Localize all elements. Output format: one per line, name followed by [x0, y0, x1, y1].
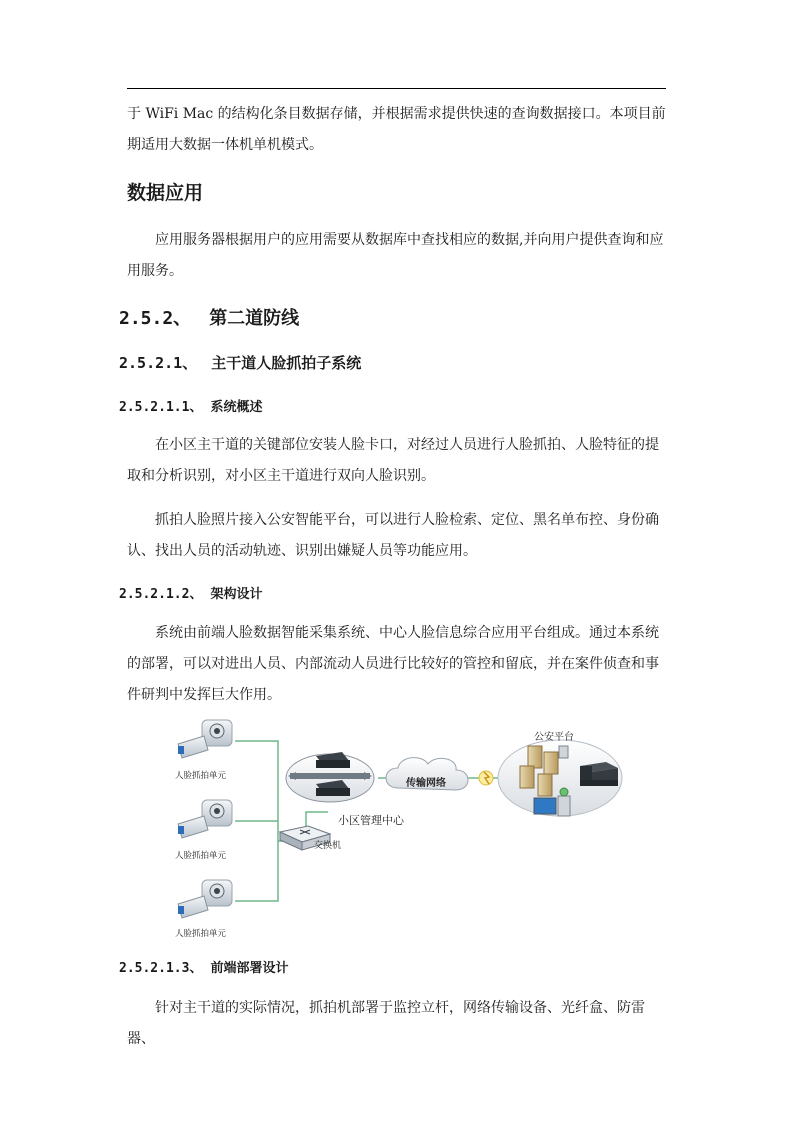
- paragraph-front-end: 针对主干道的实际情况，抓拍机部署于监控立杆，网络传输设备、光纤盒、防雷器、: [127, 1000, 645, 1047]
- header-rule: [127, 88, 666, 89]
- heading-2-5-2: [119, 304, 299, 330]
- link-camera-3: [235, 841, 278, 901]
- paragraph-architecture: 系统由前端人脸数据智能采集系统、中心人脸信息综合应用平台组成。通过本系统的部署，可以对进出人员、内部流动人员进行比较好的管控和留底，并在案件侦查和事件研判中发挥巨大作用。: [127, 625, 659, 703]
- lightning-icon: [479, 771, 493, 785]
- management-center-icon: [286, 752, 374, 802]
- management-center-label: 小区管理中心: [338, 814, 404, 827]
- heading-2-5-2-1-3: [119, 957, 288, 976]
- storage-device-icon: [580, 762, 618, 786]
- paragraph-overview-1: 在小区主干道的关键部位安装人脸卡口，对经过人员进行人脸抓拍、人脸特征的提取和分析识别，对小区主干道进行双向人脸识别。: [127, 437, 659, 484]
- switch-label: 交换机: [314, 841, 342, 851]
- heading-title: 前端部署设计: [210, 961, 289, 976]
- heading-title: 架构设计: [210, 587, 263, 602]
- camera-icon-3: [178, 880, 232, 918]
- camera-label-1: 人脸抓拍单元: [175, 771, 227, 781]
- paragraph-intro: 于 WiFi Mac 的结构化条目数据存储，并根据需求提供快速的查询数据接口。本项目前期适用大数据一体机单机模式。: [127, 106, 666, 153]
- heading-title: 第二道防线: [209, 308, 300, 329]
- heading-2-5-2-1-2: [119, 583, 262, 602]
- platform-label: 公安平台: [534, 732, 574, 743]
- heading-2-5-2-1-1: [119, 396, 262, 415]
- heading-number: 2.5.2.1.3、: [119, 961, 203, 976]
- heading-2-5-2-1: [119, 352, 361, 373]
- link-camera-1: [235, 741, 290, 841]
- heading-number: 2.5.2.1、: [119, 354, 198, 372]
- heading-title: 系统概述: [210, 400, 263, 415]
- architecture-diagram: [160, 716, 630, 942]
- paragraph-data-application: 应用服务器根据用户的应用需要从数据库中查找相应的数据,并向用户提供查询和应用服务。: [127, 232, 664, 279]
- heading-number: 2.5.2.1.1、: [119, 400, 203, 415]
- camera-label-2: 人脸抓拍单元: [175, 851, 227, 861]
- heading-number: 2.5.2.1.2、: [119, 587, 203, 602]
- heading-number: 2.5.2、: [119, 308, 192, 329]
- camera-icon-2: [178, 800, 232, 838]
- network-label: 传输网络: [406, 778, 446, 789]
- paragraph-overview-2: 抓拍人脸照片接入公安智能平台，可以进行人脸检索、定位、黑名单布控、身份确认、找出人员的活动轨迹、识别出嫌疑人员等功能应用。: [127, 512, 659, 559]
- heading-data-application: 数据应用: [127, 182, 204, 204]
- camera-icon-1: [178, 720, 232, 758]
- camera-label-3: 人脸抓拍单元: [175, 929, 227, 939]
- heading-title: 主干道人脸抓拍子系统: [211, 354, 362, 372]
